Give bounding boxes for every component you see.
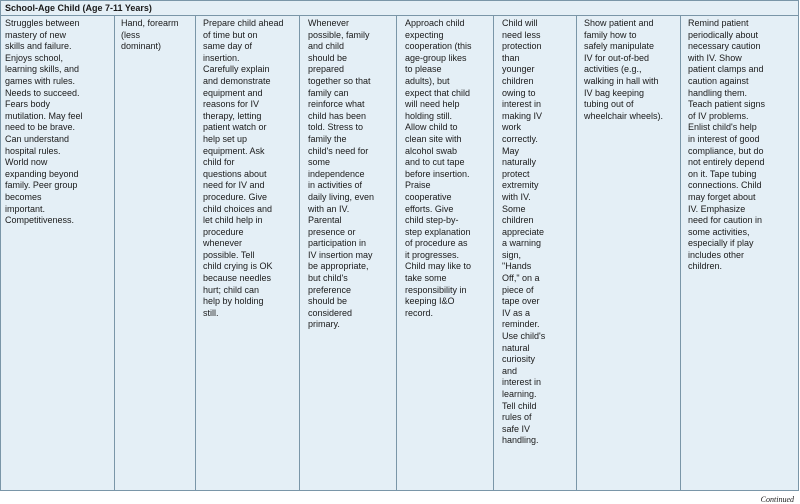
cell-protection: Child will need less protection than younger children owing to interest in making IV work correctly. May naturally protect extremity with IV. Some children appreciate a warning sign, "Hands Off," on a piece of tape over IV as a reminder. Use child's natural curiosity and interest in learning. Tell child rules of safe IV handling.	[494, 16, 577, 490]
table-row	[1, 16, 798, 490]
cell-approach-during-insertion: Approach child expecting cooperation (this age-group likes to please adults), but expect that child will need help holding still. Allow child to clean site with alcohol swab and to cut tape before insertion. Praise cooperative efforts. Give child step-by- step explanation of procedure as it progresses. Child may like to take some responsibility in keeping I&O record.	[397, 16, 494, 490]
cell-patient-teaching: Remind patient periodically about necessary caution with IV. Show patient clamps and caution against handling them. Teach patient signs of IV problems. Enlist child's help in interest of good compliance, but do not entirely depend on it. Tape tubing connections. Child may forget about IV. Emphasize need for caution in some activities, especially if play includes other children.	[688, 18, 766, 272]
continued-note: Continued	[760, 495, 794, 504]
cell-family-preparation: Whenever possible, family and child should be prepared together so that family can reinforce what child has been told. Stress to family the child's need for some independence in activities of daily living, even with an IV. Parental presence or participation in IV insertion may be appropriate, but child's preference should be considered primary.	[300, 16, 397, 490]
cell-family-teaching: Show patient and family how to safely manipulate IV for out-of-bed activities (e.g., walking in hall with IV bag keeping tubing out of wheelchair wheels).	[577, 16, 681, 490]
cell-iv-site: Hand, forearm (less dominant)	[115, 16, 196, 490]
section-header: School-Age Child (Age 7-11 Years)	[1, 1, 798, 16]
cell-developmental-considerations: Struggles between mastery of new skills and failure. Enjoys school, learning skills, and games with rules. Needs to succeed. Fears body mutilation. May feel need to be brave. Can understand hospital rules. World now expanding beyond family. Peer group becomes important. Competitiveness.	[1, 16, 115, 490]
cell-child-preparation: Prepare child ahead of time but on same day of insertion. Carefully explain and demonstrate equipment and reasons for IV therapy, letting patient watch or help set up equipment. Ask child for questions about need for IV and procedure. Give child choices and let child help in procedure whenever possible. Tell child crying is OK because needles hurt; child can help by holding still.	[196, 16, 300, 490]
